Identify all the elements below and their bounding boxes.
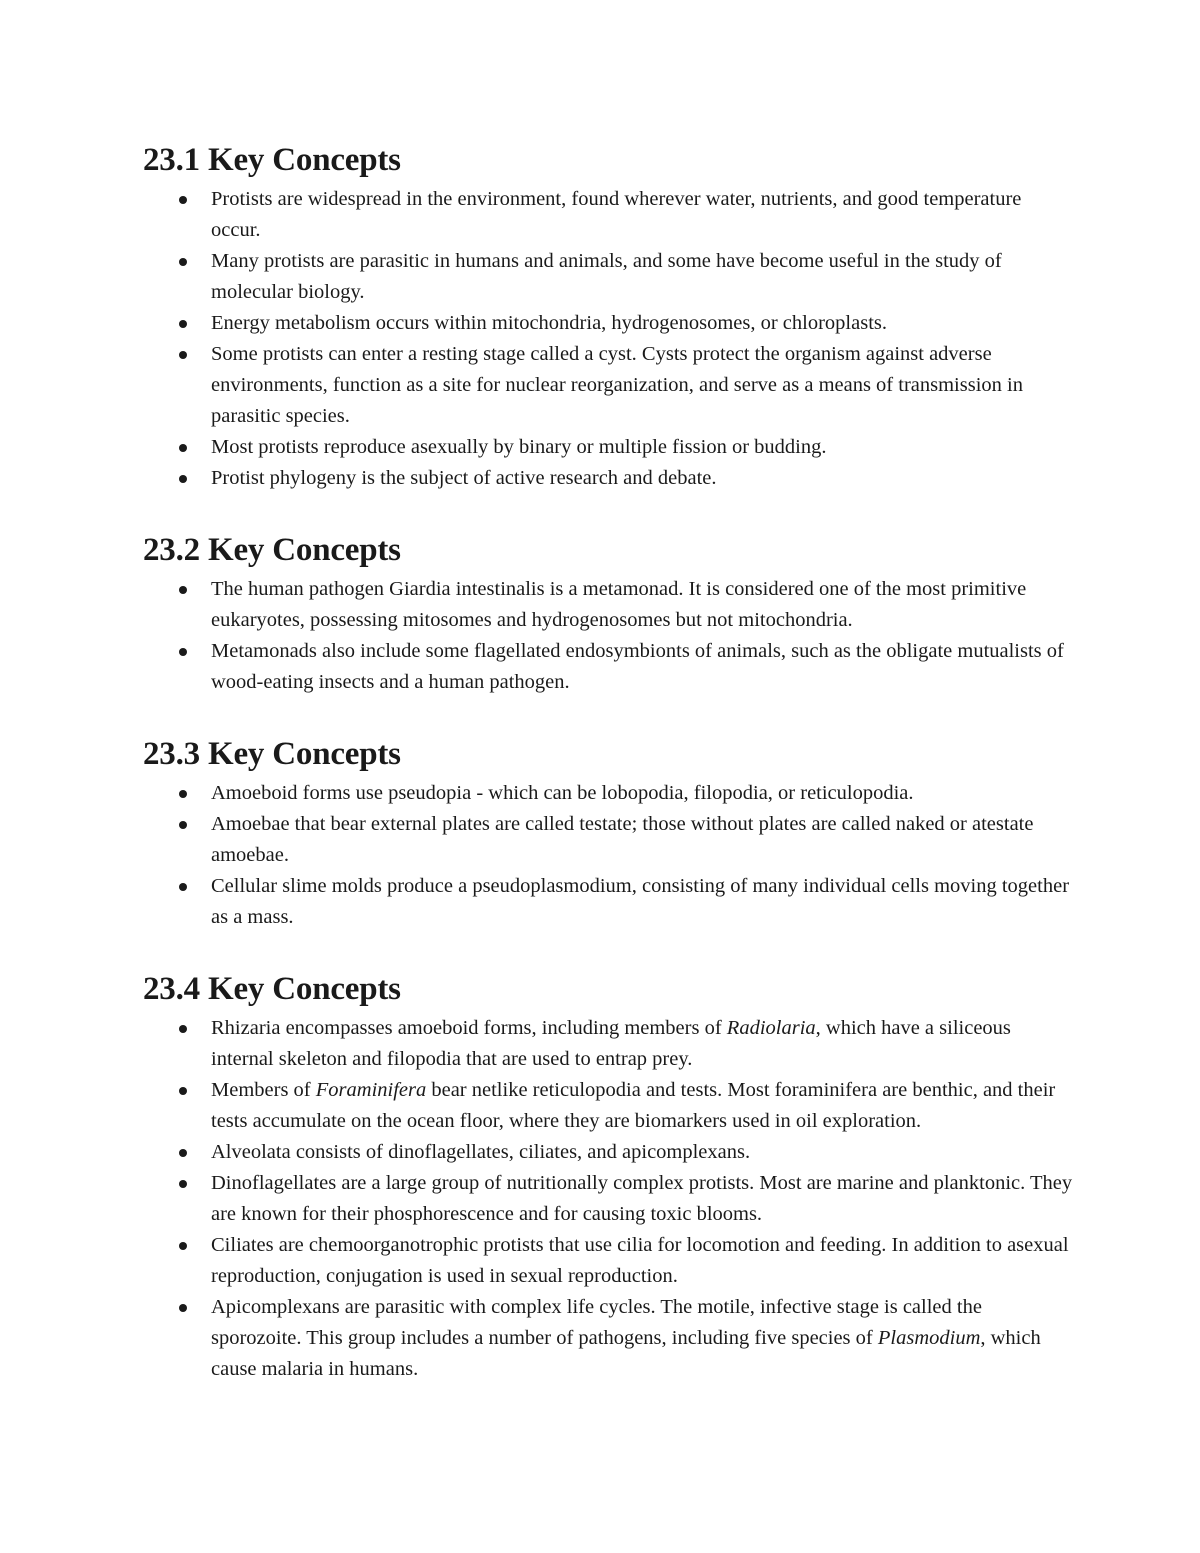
concept-text: Apicomplexans are parasitic with complex life cycles. The motile, infective stage is called the sporozoite. This group includes a number of pathogens, including five species of bbox=[211, 1296, 982, 1349]
concept-text: Ciliates are chemoorganotrophic protists that use cilia for locomotion and feeding. In addition to asexual reproduction, conjugation is used in sexual reproduction. bbox=[211, 1234, 1069, 1287]
concept-text: Metamonads also include some flagellated endosymbionts of animals, such as the obligate mutualists of wood-eating insects and a human pathogen. bbox=[211, 640, 1064, 693]
bullet-icon bbox=[179, 790, 187, 798]
concept-text: Cellular slime molds produce a pseudoplasmodium, consisting of many individual cells moving together as a mass. bbox=[211, 875, 1070, 928]
concept-list-item bbox=[143, 184, 1073, 246]
bullet-icon bbox=[179, 196, 187, 204]
concept-list-item bbox=[143, 432, 1073, 463]
key-concepts-section bbox=[143, 138, 1073, 494]
concept-list bbox=[143, 184, 1073, 494]
bullet-icon bbox=[179, 648, 187, 656]
concept-list bbox=[143, 778, 1073, 933]
concept-text: , which have a siliceous internal skeleton and filopodia that are used to entrap prey. bbox=[211, 1017, 1011, 1070]
bullet-icon bbox=[179, 1242, 187, 1250]
concept-list bbox=[143, 574, 1073, 698]
concept-list-item bbox=[143, 574, 1073, 636]
bullet-icon bbox=[179, 444, 187, 452]
italic-term: Foraminifera bbox=[315, 1079, 427, 1101]
section-heading: 23.2 Key Concepts bbox=[143, 532, 401, 568]
concept-text: Members of bbox=[211, 1079, 316, 1101]
concept-text: bear netlike reticulopodia and tests. Most foraminifera are benthic, and their tests accumulate on the ocean floor, where they are biomarkers used in oil exploration. bbox=[211, 1079, 1056, 1132]
concept-list bbox=[143, 1013, 1073, 1385]
bullet-icon bbox=[179, 1025, 187, 1033]
key-concepts-section bbox=[143, 732, 1073, 933]
section-heading: 23.3 Key Concepts bbox=[143, 736, 401, 772]
concept-list-item bbox=[143, 1230, 1073, 1292]
bullet-icon bbox=[179, 351, 187, 359]
section-heading: 23.1 Key Concepts bbox=[143, 142, 401, 178]
concept-list-item bbox=[143, 636, 1073, 698]
concept-text: Most protists reproduce asexually by binary or multiple fission or budding. bbox=[211, 436, 827, 458]
bullet-icon bbox=[179, 475, 187, 483]
concept-list-item bbox=[143, 308, 1073, 339]
italic-term: Plasmodium bbox=[877, 1327, 981, 1349]
concept-text: The human pathogen Giardia intestinalis is a metamonad. It is considered one of the most primitive eukaryotes, possessing mitosomes and hydrogenosomes but not mitochondria. bbox=[211, 578, 1027, 631]
concept-text: , which cause malaria in humans. bbox=[211, 1327, 1041, 1380]
concept-text: Amoeboid forms use pseudopia - which can be lobopodia, filopodia, or reticulopodia. bbox=[211, 782, 914, 804]
concept-list-item bbox=[143, 246, 1073, 308]
concept-text: Protist phylogeny is the subject of active research and debate. bbox=[211, 467, 717, 489]
concept-text: Some protists can enter a resting stage called a cyst. Cysts protect the organism against adverse environments, function as a site for nuclear reorganization, and serve as a means of transmission in parasitic species. bbox=[211, 343, 1023, 427]
bullet-icon bbox=[179, 883, 187, 891]
concept-text: Energy metabolism occurs within mitochondria, hydrogenosomes, or chloroplasts. bbox=[211, 312, 887, 334]
concept-text: Rhizaria encompasses amoeboid forms, including members of bbox=[211, 1017, 727, 1039]
italic-term: Radiolaria bbox=[726, 1017, 816, 1039]
concept-text: Dinoflagellates are a large group of nutritionally complex protists. Most are marine and planktonic. They are known for their phosphorescence and for causing toxic blooms. bbox=[211, 1172, 1073, 1225]
bullet-icon bbox=[179, 1304, 187, 1312]
section-heading: 23.4 Key Concepts bbox=[143, 971, 401, 1007]
concept-text: Many protists are parasitic in humans and animals, and some have become useful in the study of molecular biology. bbox=[211, 250, 1002, 303]
bullet-icon bbox=[179, 320, 187, 328]
concept-list-item bbox=[143, 1137, 1073, 1168]
key-concepts-section bbox=[143, 528, 1073, 698]
concept-list-item bbox=[143, 1292, 1073, 1385]
concept-list-item bbox=[143, 1013, 1073, 1075]
key-concepts-section bbox=[143, 967, 1073, 1385]
bullet-icon bbox=[179, 1149, 187, 1157]
concept-list-item bbox=[143, 463, 1073, 494]
concept-text: Amoebae that bear external plates are called testate; those without plates are called naked or atestate amoebae. bbox=[211, 813, 1034, 866]
concept-list-item bbox=[143, 1075, 1073, 1137]
concept-text: Alveolata consists of dinoflagellates, ciliates, and apicomplexans. bbox=[211, 1141, 751, 1163]
concept-text: Protists are widespread in the environment, found wherever water, nutrients, and good temperature occur. bbox=[211, 188, 1022, 241]
bullet-icon bbox=[179, 1180, 187, 1188]
bullet-icon bbox=[179, 821, 187, 829]
concept-list-item bbox=[143, 1168, 1073, 1230]
bullet-icon bbox=[179, 1087, 187, 1095]
concept-list-item bbox=[143, 778, 1073, 809]
document-page bbox=[143, 138, 1073, 1419]
concept-list-item bbox=[143, 339, 1073, 432]
concept-list-item bbox=[143, 809, 1073, 871]
bullet-icon bbox=[179, 258, 187, 266]
concept-list-item bbox=[143, 871, 1073, 933]
bullet-icon bbox=[179, 586, 187, 594]
